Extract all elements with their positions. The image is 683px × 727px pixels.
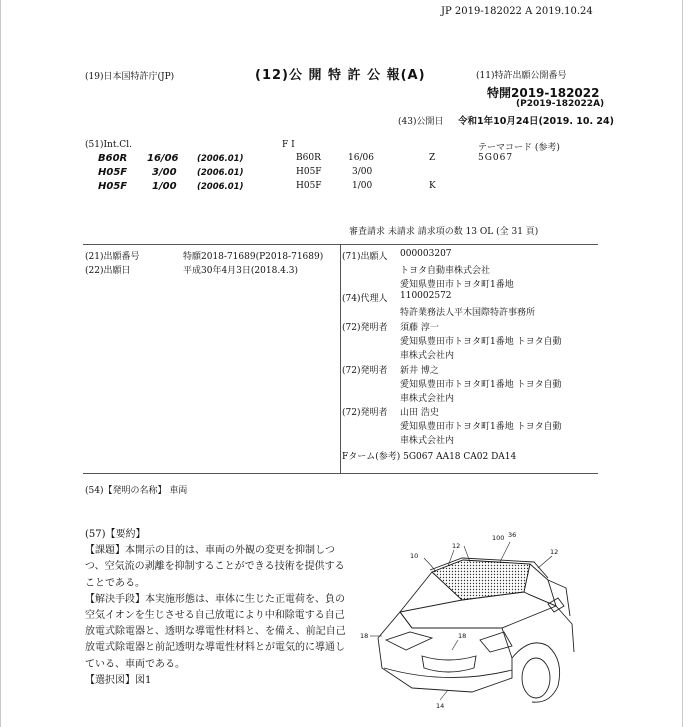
- biblio-value: 車株式会社内: [400, 351, 455, 361]
- biblio-value: 愛知県豊田市トヨタ町1番地: [400, 280, 514, 290]
- biblio-value: 愛知県豊田市トヨタ町1番地 トヨタ自動: [400, 380, 562, 390]
- biblio-value: 000003207: [400, 249, 452, 259]
- biblio-bottom-rule: [83, 473, 598, 474]
- abstract-solution: 【解決手段】本実施形態は、車体に生じた正電荷を、負の空気イオンを生じさせる自己放電により中和除電する自己放電式除電器と、透明な導電性材料と、を備え、前記自己放電式除電器と前記透明な導電性材料とが電気的に導通している、車両である。: [85, 593, 346, 670]
- biblio-label: (74)代理人: [342, 294, 388, 304]
- figure-label: 10: [410, 552, 419, 560]
- biblio-label: (22)出願日: [85, 266, 131, 276]
- publication-number: 特開2019-182022: [487, 86, 600, 100]
- intcl-version: (2006.01): [197, 182, 244, 192]
- figure-label: 14: [436, 702, 445, 710]
- biblio-value: 110002572: [400, 291, 452, 301]
- abstract: [85, 527, 347, 689]
- figure-label: 12: [452, 542, 461, 550]
- fi-code: H05F: [296, 167, 322, 177]
- figure-label: 18: [360, 632, 369, 640]
- invention-title: (54)【発明の名称】 車両: [85, 486, 188, 496]
- biblio-divider: [340, 244, 341, 473]
- biblio-value: 車株式会社内: [400, 436, 455, 446]
- vehicle-figure: [352, 528, 584, 718]
- biblio-value: 須藤 淳一: [400, 323, 439, 333]
- abstract-heading: (57)【要約】: [85, 529, 146, 540]
- publication-date: 令和1年10月24日(2019. 10. 24): [458, 116, 614, 127]
- biblio-label: (72)発明者: [342, 323, 388, 333]
- fi-label: F I: [282, 140, 295, 150]
- intcl-subgroup: 1/00: [152, 181, 177, 192]
- intcl-code: B60R: [98, 153, 128, 164]
- page-edge-left: [0, 0, 1, 727]
- biblio-value: 愛知県豊田市トヨタ町1番地 トヨタ自動: [400, 337, 562, 347]
- figure-label: 100: [492, 534, 505, 542]
- biblio-value: 車株式会社内: [400, 394, 455, 404]
- top-reference: JP 2019-182022 A 2019.10.24: [441, 6, 593, 17]
- intcl-label: (51)Int.Cl.: [85, 140, 132, 150]
- abstract-problem: 【課題】本開示の目的は、車両の外観の変更を抑制しつつ、空気流の剥離を抑制することができる技術を提供することである。: [85, 545, 345, 589]
- intcl-subgroup: 3/00: [152, 167, 177, 178]
- figure-label: 36: [508, 531, 517, 539]
- publication-date-label: (43)公開日: [398, 117, 444, 127]
- biblio-label: (72)発明者: [342, 366, 388, 376]
- biblio-label: (72)発明者: [342, 408, 388, 418]
- fi-code: B60R: [296, 153, 321, 163]
- figure-label: 18: [458, 632, 467, 640]
- biblio-value: トヨタ自動車株式会社: [400, 266, 491, 276]
- biblio-value: 特願2018-71689(P2018-71689): [183, 252, 324, 262]
- biblio-value: 山田 浩史: [400, 408, 439, 418]
- intcl-code: H05F: [98, 181, 128, 192]
- publication-label: (11)特許出願公開番号: [476, 71, 567, 81]
- windshield: [432, 560, 530, 600]
- figure-label: 12: [550, 548, 559, 556]
- fi-flag: K: [429, 181, 436, 191]
- intcl-version: (2006.01): [197, 168, 244, 178]
- examination-status: 審査請求 未請求 請求項の数 13 OL (全 31 頁): [349, 227, 539, 237]
- biblio-label: (71)出願人: [342, 252, 388, 262]
- intcl-version: (2006.01): [197, 154, 244, 164]
- theme-code-label: テーマコード (参考): [478, 143, 560, 153]
- intcl-subgroup: 16/06: [147, 153, 179, 164]
- fi-subgroup: 16/06: [348, 153, 374, 163]
- office-name: (19)日本国特許庁(JP): [85, 72, 175, 82]
- biblio-value: 平成30年4月3日(2018.4.3): [183, 266, 299, 276]
- publication-number-alt: (P2019-182022A): [516, 99, 605, 109]
- fi-flag: Z: [429, 153, 436, 163]
- biblio-value: 愛知県豊田市トヨタ町1番地 トヨタ自動: [400, 422, 562, 432]
- biblio-label: (21)出願番号: [85, 252, 140, 262]
- biblio-value: 新井 博之: [400, 366, 439, 376]
- biblio-value: 特許業務法人平木国際特許事務所: [400, 308, 536, 318]
- fi-subgroup: 3/00: [352, 167, 373, 177]
- document-type: (12)公 開 特 許 公 報(A): [255, 68, 426, 83]
- abstract-selected-figure: 【選択図】図1: [85, 674, 152, 686]
- theme-code: 5G067: [478, 153, 514, 163]
- fterm: Fターム(参考) 5G067 AA18 CA02 DA14: [342, 452, 517, 462]
- intcl-code: H05F: [98, 167, 128, 178]
- fi-code: H05F: [296, 181, 322, 191]
- fi-subgroup: 1/00: [352, 181, 373, 191]
